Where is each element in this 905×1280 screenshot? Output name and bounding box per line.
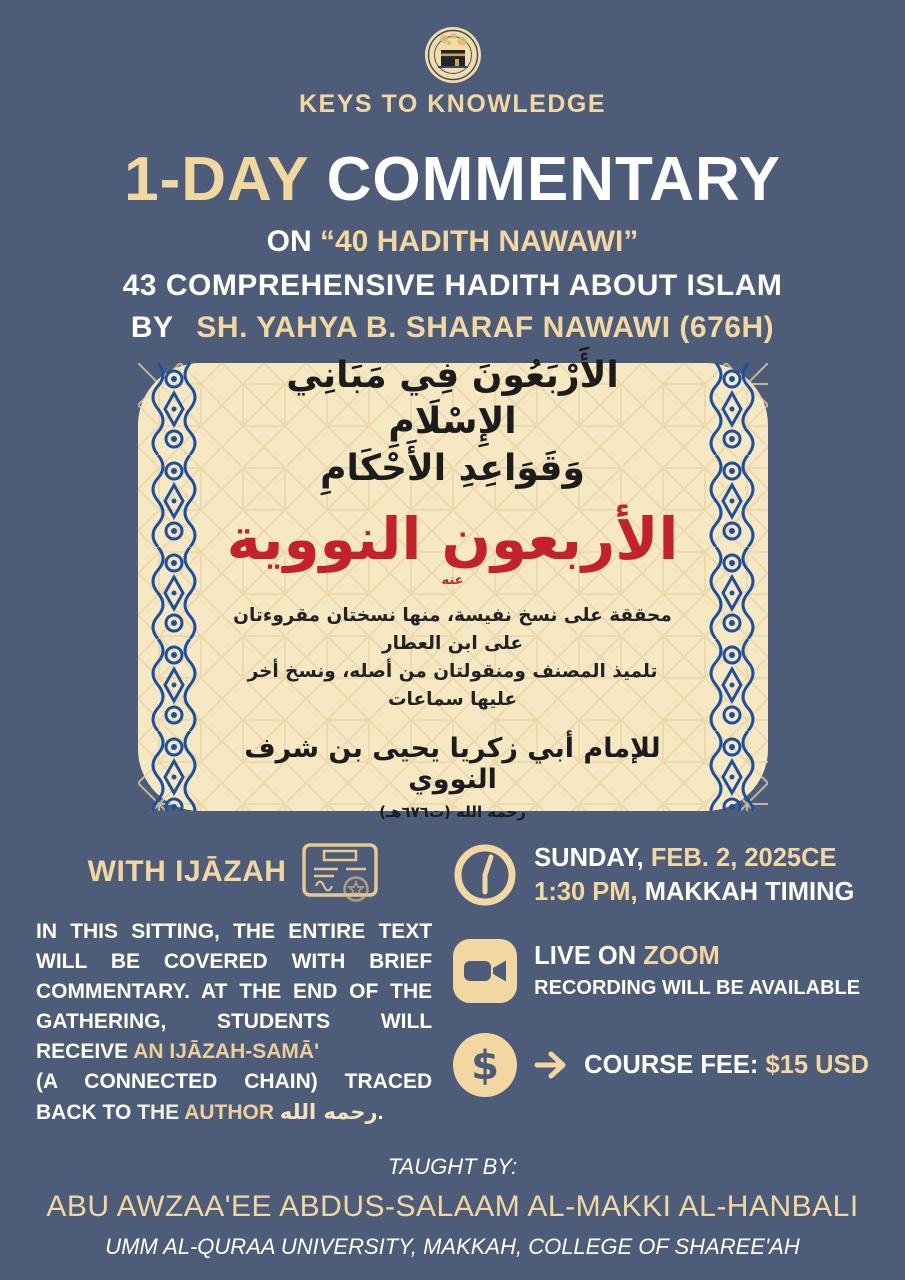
subtitle-book-name: “40 HADITH NAWAWI” xyxy=(319,225,639,258)
schedule-date: SUNDAY, FEB. 2, 2025CE xyxy=(534,844,837,872)
subtitle-by: BY xyxy=(130,311,174,344)
schedule-row xyxy=(452,841,869,910)
book-author-arabic: للإمام أبي زكريا يحيى بن شرف النووي xyxy=(244,733,661,796)
main-title-gold: 1-DAY xyxy=(124,145,309,214)
main-title-white: COMMENTARY xyxy=(326,145,781,214)
paragraph-line: WILL BE COVERED WITH BRIEF xyxy=(36,950,433,973)
live-stream-row xyxy=(452,938,869,1004)
svg-text:$: $ xyxy=(471,1042,500,1089)
ijazah-column xyxy=(36,841,432,1128)
book-cover xyxy=(138,354,768,822)
book-edition-note-line2: تلميذ المصنف ومنقولتان من أصله، ونسخ أخر عليها سماعات xyxy=(247,660,658,710)
book-cover-text xyxy=(138,354,768,822)
brand-name: KEYS TO KNOWLEDGE xyxy=(298,90,606,118)
clock-icon xyxy=(452,842,518,908)
book-edition-note xyxy=(222,602,684,713)
subtitle-on: ON xyxy=(266,225,312,258)
paragraph-line: BACK TO THE AUTHOR رحمه الله. xyxy=(36,1100,384,1124)
course-fee-text xyxy=(584,1048,869,1082)
paragraph-line: GATHERING, STUDENTS WILL xyxy=(36,1010,433,1033)
paragraph-line: (A CONNECTED CHAIN) TRACED xyxy=(36,1070,433,1093)
book-title-flourish: عنه xyxy=(441,573,464,589)
header xyxy=(0,0,905,84)
teacher-name: ABU AWZAA'EE ABDUS-SALAAM AL-MAKKI AL-HANBALI xyxy=(46,1190,859,1223)
subtitle-on-line xyxy=(0,225,905,259)
book-edition-note-line1: محققة على نسخ نفيسة، منها نسختان مقروءتان على ابن العطار xyxy=(233,605,672,655)
book-arabic-subtitle-2: وَقَوَاعِدِ الأَحْكَامِ xyxy=(320,448,585,490)
video-camera-icon xyxy=(452,938,518,1004)
taught-by-label: TAUGHT BY: xyxy=(387,1154,518,1179)
ijazah-heading: WITH IJĀZAH xyxy=(87,855,287,888)
schedule-time: 1:30 PM, MAKKAH TIMING xyxy=(534,878,855,907)
details-section xyxy=(0,841,905,1128)
schedule-text xyxy=(534,841,854,910)
footer xyxy=(0,1154,905,1260)
main-title xyxy=(0,145,905,214)
subtitle-author: SH. YAHYA B. SHARAF NAWAWI (676H) xyxy=(196,311,775,344)
live-stream-text xyxy=(534,939,860,1003)
live-on-zoom: LIVE ON ZOOM xyxy=(534,941,720,970)
kaaba-emblem-logo xyxy=(424,26,482,84)
book-author-death-date: رحمه الله (ت٦٧٦هـ) xyxy=(379,803,526,822)
dollar-icon xyxy=(452,1032,518,1098)
ijazah-heading-row xyxy=(36,841,432,903)
course-fee: COURSE FEE: $15 USD xyxy=(584,1050,869,1079)
paragraph-line: RECEIVE AN IJĀZAH-SAMĀ' xyxy=(36,1040,320,1063)
subtitle-description: 43 COMPREHENSIVE HADITH ABOUT ISLAM xyxy=(122,269,783,302)
course-fee-row xyxy=(452,1032,869,1098)
book-arabic-subtitle-1: الأَرْبَعُونَ فِي مَبَانِي الإِسْلَامِ xyxy=(286,354,619,443)
recording-note: RECORDING WILL BE AVAILABLE xyxy=(534,977,861,1000)
arrow-right-icon xyxy=(534,1049,568,1081)
certificate-icon xyxy=(300,841,380,903)
subtitle-author-line xyxy=(0,311,905,345)
event-details-column xyxy=(432,841,869,1128)
paragraph-line: COMMENTARY. AT THE END OF THE xyxy=(36,980,433,1003)
university-name: UMM AL-QURAA UNIVERSITY, MAKKAH, COLLEGE OF SHAREE'AH xyxy=(105,1234,800,1259)
book-arabic-main-title: الأربعون النووية xyxy=(226,504,679,573)
paragraph-line: IN THIS SITTING, THE ENTIRE TEXT xyxy=(36,920,433,943)
ijazah-paragraph xyxy=(36,917,432,1128)
